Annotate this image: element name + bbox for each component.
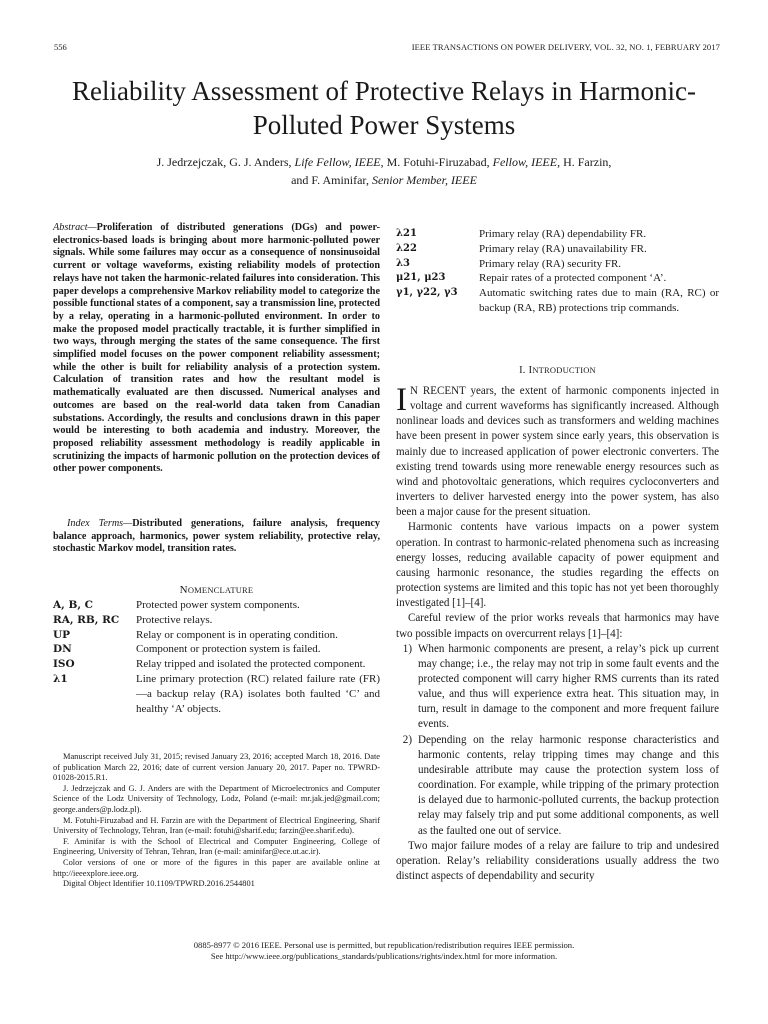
index-terms-lead: Index Terms— xyxy=(67,518,133,529)
symbol: μ21, μ23 xyxy=(396,272,446,284)
nomenclature-heading: NOMENCLATURE xyxy=(179,584,254,596)
abstract-text: Proliferation of distributed generations (DGs) and power-electronics-based loads is bringing about more harmonic-polluted power signals. While some failures may occur as a consequence of nonsinusoidal current or voltage waveforms, existing reliability models of protection relays have not taken the harmonic-related failures into consideration. This paper develops a comprehensive Markov reliability model to categorize the possible functional states of a component, say a transmission line, protected by a relay, operating in a harmonic-polluted environment. In order to make the proposed model practically tractable, it is further simplified in two ways, through merging the states of the same consequence. The first simplified model focuses on the power component reliability assessment; while the other is built for reliability analysis of a protection system. Calculation of transition rates and how the resultant model is mathematically evaluated are then discussed. Numerical analyses and outcomes are based on the real-world data taken from Canadian substations. Accordingly, the results and conclusions drawn in this paper would be interesting to both academia and industry. Moreover, the proposed reliability assessment methodology is readily applicable in scrutinizing the impacts of harmonic pollution on the protection devices of other power components. xyxy=(53,222,380,475)
author-names-2: , M. Fotuhi-Firuzabad, xyxy=(380,155,490,169)
nomenclature-row xyxy=(53,672,380,716)
journal-header: IEEE TRANSACTIONS ON POWER DELIVERY, VOL. 32, NO. 1, FEBRUARY 2017 xyxy=(411,42,720,52)
copyright-line-1: 0885-8977 © 2016 IEEE. Personal use is permitted, but republication/redistribution requires IEEE permission. xyxy=(193,940,575,950)
symbol-definition: Automatic switching rates due to main (RA, RC) or backup (RA, RB) protections trip commands. xyxy=(479,287,719,314)
list-item: 1) When harmonic components are present, a relay’s pick up current may change; i.e., the relay may not trip in some fault events and the protected component will carry higher RMS currents than its rated value, and thus will experience extra heat. This situation may, in turn, result in damage to the component and more frequent failure events. xyxy=(402,642,719,731)
index-terms xyxy=(53,518,380,556)
footnote-color: Color versions of one or more of the figures in this paper are available online at http://ieeexplore.ieee.org. xyxy=(53,857,380,878)
introduction-heading: I. INTRODUCTION xyxy=(519,364,596,376)
nomenclature-definition: Relay or component is in operating condition. xyxy=(136,628,338,641)
symbol-row xyxy=(396,242,719,257)
nomenclature-row xyxy=(53,628,380,643)
symbol-definition: Primary relay (RA) security FR. xyxy=(479,257,622,270)
abstract xyxy=(53,222,380,476)
index-terms-text: Distributed generations, failure analysis, frequency balance approach, harmonics, power system reliability, protective relay, stochastic Markov model, transition rates. xyxy=(53,518,380,555)
author-title-1: Life Fellow, IEEE xyxy=(294,155,381,169)
introduction-body xyxy=(396,384,719,884)
page-number: 556 xyxy=(54,42,67,52)
nomenclature-row xyxy=(53,598,380,613)
footnotes xyxy=(53,752,380,890)
nomenclature-symbol: DN xyxy=(53,643,72,656)
nomenclature-symbol: λ1 xyxy=(53,672,68,685)
copyright-line-2: See http://www.ieee.org/publications_standards/publications/rights/index.html for more information. xyxy=(210,951,558,961)
abstract-lead: Abstract— xyxy=(53,222,97,233)
symbol-row xyxy=(396,227,719,242)
intro-paragraph-2: Harmonic contents have various impacts on a power system operation. In contrast to harmonic-related phenomena such as increasing energy losses, reducing available capacity of power equipment and causing harmonic resonance, the studies regarding the effects on protection systems are limited and this topic has not yet been thoroughly investigated [1]–[4]. xyxy=(396,521,719,610)
author-names-4: and F. Aminifar, xyxy=(291,173,369,187)
author-title-3: Senior Member, IEEE xyxy=(371,173,477,187)
footnote-manuscript: Manuscript received July 31, 2015; revised January 23, 2016; accepted March 18, 2016. Date of publication March 22, 2016; date of current version January 20, 2017. Paper no. TPWRD-01028-2015.R1. xyxy=(53,752,380,783)
nomenclature-definition: Relay tripped and isolated the protected component. xyxy=(136,658,366,671)
footnote-affiliation-1: J. Jedrzejczak and G. J. Anders are with the Department of Microelectronics and Computer Science of the Lodz University of Technology, Lodz, Poland (e-mail: mr.jak.jed@gmail.com; george.anders@p.lodz.pl). xyxy=(53,783,380,814)
nomenclature-symbol: ISO xyxy=(53,658,75,671)
symbol-definition: Primary relay (RA) dependability FR. xyxy=(479,228,647,240)
symbol-row xyxy=(396,271,719,286)
footnote-affiliation-3: F. Aminifar is with the School of Electrical and Computer Engineering, College of Engineering, University of Tehran, Tehran, Iran (e-mail: aminifar@ece.ut.ac.ir). xyxy=(53,836,380,857)
nomenclature-definition: Line primary protection (RC) related failure rate (FR)—a backup relay (RA) isolates both faulted ‘C’ and healthy ‘A’ objects. xyxy=(136,672,380,715)
list-item: 2) Depending on the relay harmonic response characteristics and harmonic contents, relay tripping times may change and this undesirable attribute may cause the protection system loss of coordination. For example, while tripping of the primary protection is delayed due to harmonic-polluted currents, the backup protection relay may falsely trip and put some additional components, as well as the faulted one out of service. xyxy=(402,733,719,837)
symbol-definition: Repair rates of a protected component ‘A’. xyxy=(479,272,667,285)
copyright-notice xyxy=(40,940,728,962)
footnote-affiliation-2: M. Fotuhi-Firuzabad and H. Farzin are with the Department of Electrical Engineering, Sharif University of Technology, Tehran, Iran (e-mail: fotuhi@sharif.edu; farzin@ee.sharif.edu). xyxy=(53,815,380,836)
author-title-2: Fellow, IEEE xyxy=(492,155,558,169)
nomenclature-definition: Protective relays. xyxy=(136,613,213,626)
symbol: λ22 xyxy=(396,242,417,254)
nomenclature-list xyxy=(53,598,380,716)
author-names-1: J. Jedrzejczak, G. J. Anders, xyxy=(156,155,292,169)
symbol-row xyxy=(396,286,719,316)
symbol: λ3 xyxy=(396,257,410,269)
nomenclature-definition: Protected power system components. xyxy=(136,599,300,611)
nomenclature-symbol: RA, RB, RC xyxy=(53,613,120,626)
symbol: λ21 xyxy=(396,228,417,239)
intro-paragraph-3: Careful review of the prior works reveals that harmonics may have two possible impacts on overcurrent relays [1]–[4]: xyxy=(396,612,719,640)
paper-title: Reliability Assessment of Protective Relays in Harmonic-Polluted Power Systems xyxy=(72,76,696,140)
nomenclature-row xyxy=(53,642,380,657)
intro-paragraph-1: I N RECENT years, the extent of harmonic components injected in voltage and current waveforms has significantly increased. Although nonlinear loads and devices such as transformers and welding machines have been present in power system since early years, this observation is mainly due to increased application of power electronic converters. The existing trend towards using more renewable energy resources such as wind and photovoltaic generations, which requires cycloconverters and inverters to deliver harvested energy into the power system, has also been a major cause for the present situation. xyxy=(396,382,719,519)
nomenclature-symbol: A, B, C xyxy=(53,599,94,611)
drop-cap: I xyxy=(396,382,407,418)
symbol: γ1, γ22, γ3 xyxy=(396,287,458,299)
footnote-doi: Digital Object Identifier 10.1109/TPWRD.2016.2544801 xyxy=(63,879,255,889)
author-names-3: , H. Farzin, xyxy=(557,155,612,169)
author-list xyxy=(60,153,708,189)
intro-paragraph-4: Two major failure modes of a relay are failure to trip and undesired operation. Relay’s reliability considerations usually address the two distinct aspects of dependability and security xyxy=(396,839,719,882)
nomenclature-definition: Component or protection system is failed. xyxy=(136,643,321,656)
symbol-definition: Primary relay (RA) unavailability FR. xyxy=(479,242,647,255)
nomenclature-row xyxy=(53,657,380,672)
symbol-list xyxy=(396,227,719,316)
nomenclature-row xyxy=(53,613,380,628)
nomenclature-symbol: UP xyxy=(53,628,71,641)
symbol-row xyxy=(396,257,719,272)
